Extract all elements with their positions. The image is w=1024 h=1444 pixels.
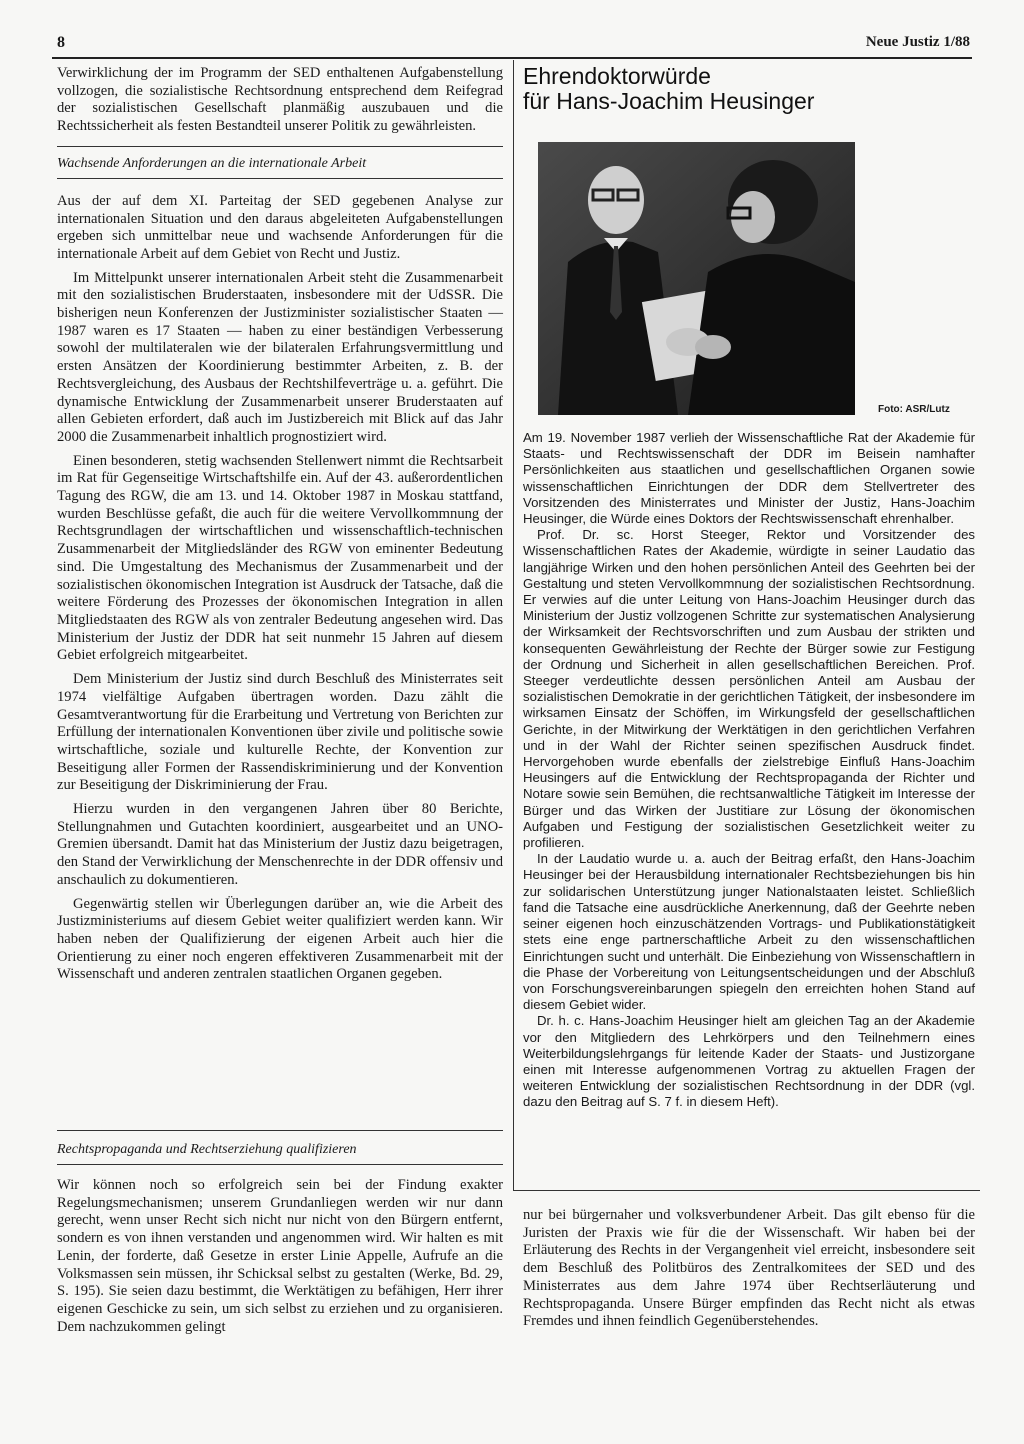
page-number: 8 [57, 34, 65, 51]
box-title-line: für Hans-Joachim Heusinger [523, 88, 815, 114]
section-rule [57, 1130, 503, 1131]
box-title [523, 64, 814, 114]
body-paragraph: Wir können noch so erfolgreich sein bei der Findung exakter Regelungsmechanismen; unserem Grundanliegen werden wir nur dann gerecht, wenn unser Recht sich nicht nur nicht von den Bürgern entfernt, sondern es von ihnen verstanden und angenommen wird. Wir halten es mit Lenin, der forderte, daß Gesetze in erster Linie Appelle, Aufrufe an die Volksmassen sein müssen, ihr Schicksal selbst zu gestalten (Werke, Bd. 29, S. 195). Sie seien dazu bestimmt, die Werktätigen zu befähigen, Herr ihrer eigenen Geschicke zu sein, um sich selbst zu erziehen und zu organisieren. Dem nachzukommen gelingt [57, 1177, 503, 1335]
header-rule [52, 57, 972, 59]
box-paragraph: In der Laudatio wurde u. a. auch der Beitrag erfaßt, den Hans-Joachim Heusinger bei der Herausbildung internationaler Rechtsbeziehungen bis hin zur solidarischen Unterstützung junger Nationalstaaten leistet. Schließlich fand die Tatsache eine ausdrückliche Anerkennung, daß der Geehrte neben seiner eigenen hoch einzuschätzenden Vortrags- und Publikationstätigkeit stets eine enge partnerschaftliche Arbeit zu den wissenschaftlichen Einrichtungen sucht und unterhält. Die Einbeziehung von Wissenschaftlern in die Phase der Vorbereitung von Leitungsentscheidungen und der Abschluß von Forschungsvereinbarungen spiegeln den erreichten hohen Stand auf diesem Gebiet wider. [523, 851, 975, 1013]
left-column-top [57, 65, 503, 984]
section-heading-propaganda: Rechtspropaganda und Rechtserziehung qualifizieren [57, 1142, 357, 1157]
award-photo [538, 142, 855, 415]
body-paragraph: nur bei bürgernaher und volksverbundener Arbeit. Das gilt ebenso für die Juristen der Praxis wie für die der Wissenschaft. Wir haben bei der Erläuterung des Rechts in der Vergangenheit viel erreicht, insbesondere seit dem Beschluß des Politbüros des Zentralkomitees der SED und des Ministerrates aus dem Jahre 1974 über Rechtserläuterung und Rechtspropaganda. Unsere Bürger empfinden das Recht nicht als etwas Fremdes und ihnen feindlich Gegenüberstehendes. [523, 1207, 975, 1330]
left-column-bottom [57, 1130, 503, 1336]
section-heading-international: Wachsende Anforderungen an die internationale Arbeit [57, 155, 367, 171]
body-paragraph: Aus der auf dem XI. Parteitag der SED gegebenen Analyse zur internationalen Situation und den daraus abgeleiteten Aufgabenstellungen ergeben sich unmittelbar neue und wachsende Anforderungen für die internationale Arbeit auf dem Gebiet von Recht und Justiz. [57, 192, 503, 262]
journal-issue: Neue Justiz 1/88 [865, 34, 970, 50]
right-column-bottom [523, 1207, 975, 1331]
award-photo-illustration [538, 142, 855, 415]
body-paragraph: Im Mittelpunkt unserer internationalen Arbeit steht die Zusammenarbeit mit den sozialistischen Bruderstaaten, insbesondere mit der UdSSR. Die bisherigen neun Konferenzen der Justizminister sozialistischer Staaten — 1987 waren es 17 Staaten — haben zu einer beständigen Verbesserung sowohl der multilateralen wie der bilateralen Erfahrungsvermittlung und ersten Ansätzen der Koordinierung bestimmter Arbeiten, z. B. der Rechtsvergleichung, des Ausbaus der Rechtshilfeverträge u. a. geführt. Die dynamische Entwicklung der Zusammenarbeit unserer Bruderstaaten auf allen Gebieten erfordert, daß auch im Justizbereich mit Blick auf das Jahr 2000 die Zusammenarbeit inhaltlich prognostiziert wird. [57, 269, 503, 445]
intro-paragraph: Verwirklichung der im Programm der SED enthaltenen Aufgabenstellung vollzogen, die sozialistische Rechtsordnung entsprechend dem Reifegrad der sozialistischen Gesellschaft planmäßig auszubauen und die Rechtssicherheit als festen Bestandteil unserer Politik zu gewährleisten. [57, 65, 503, 135]
box-title-line: Ehrendoktorwürde [523, 63, 711, 89]
body-paragraph: Dem Ministerium der Justiz sind durch Beschluß des Ministerrates seit 1974 vielfältige Aufgaben übertragen worden. Dazu zählt die Gesamtverantwortung für die Erarbeitung und Vertretung von Berichten zur Erfüllung der internationalen Konventionen über zivile und politische sowie wirtschaftliche, soziale und kulturelle Rechte, der Konvention zur Beseitigung aller Formen der Rassendiskriminierung und der Konvention zur Beseitigung der Diskriminierung der Frau. [57, 671, 503, 794]
photo-credit: Foto: ASR/Lutz [878, 404, 950, 415]
body-paragraph: Hierzu wurden in den vergangenen Jahren über 80 Berichte, Stellungnahmen und Gutachten koordiniert, ausgearbeitet und an UNO-Gremien übersandt. Damit hat das Ministerium der Justiz dazu beigetragen, den Stand der Verwirklichung der Menschenrechte in der DDR offensiv und anschaulich zu dokumentieren. [57, 801, 503, 888]
section-rule [57, 146, 503, 147]
box-paragraph: Prof. Dr. sc. Horst Steeger, Rektor und Vorsitzender des Wissenschaftlichen Rates der Akademie, würdigte in seiner Laudatio das langjährige Wirken und den hohen persönlichen Anteil des Geehrten bei der Gestaltung und steten Vervollkommnung der sozialistischen Rechtsordnung. Er verwies auf die unter Leitung von Hans-Joachim Heusinger durch das Ministerium der Justiz vollzogenen Schritte zur systematischen Analysierung der Wirksamkeit der Rechtsvorschriften und zum Ausbau der strikten und konsequenten Gewährleistung der Rechte der Bürger sowie zur Festigung der Ordnung und Sicherheit in allen gesellschaftlichen Bereichen. Prof. Steeger verdeutlichte dessen persönlichen Anteil am Ausbau der sozialistischen Demokratie in der gerichtlichen Tätigkeit, der insbesondere im wirksamen Einsatz der Schöffen, im Wirkungsfeld der gesellschaftlichen Gerichte, in der Mitwirkung der Werktätigen in den gerichtlichen Verfahren und in der Wahl der Richter seinen spezifischen Ausdruck findet. Hervorgehoben wurde ebenfalls der zielstrebige Einfluß Hans-Joachim Heusingers auf die Entwicklung der Rechtspropaganda der Richter und Notare sowie sein Bemühen, die rechtsanwaltliche Tätigkeit im Interesse der Bürger und das Wirken der Justitiare zur Lösung der ökonomischen Aufgaben und Festigung der sozialistischen Gesetzlichkeit weiter zu profilieren. [523, 527, 975, 851]
body-paragraph: Gegenwärtig stellen wir Überlegungen darüber an, wie die Arbeit des Justizministeriums auf diesem Gebiet weiter qualifiziert werden kann. Wir haben neben der Qualifizierung der eigenen Arbeit auch hier die Orientierung zu einer noch engeren effektiveren Zusammenarbeit mit der Wissenschaft und anderen zentralen staatlichen Organen gegeben. [57, 895, 503, 983]
box-paragraph: Dr. h. c. Hans-Joachim Heusinger hielt am gleichen Tag an der Akademie vor den Mitgliedern des Lehrkörpers und den Teilnehmern eines Weiterbildungslehrgangs für leitende Kader der Staats- und Justizorgane einen mit Interesse aufgenommenen Vortrag zu aktuellen Fragen der weiteren Entwicklung der sozialistischen Rechtsordnung in der DDR (vgl. dazu den Beitrag auf S. 7 f. in diesem Heft). [523, 1013, 975, 1110]
body-paragraph: Einen besonderen, stetig wachsenden Stellenwert nimmt die Rechtsarbeit im Rat für Gegenseitige Wirtschaftshilfe ein. Auf der 43. außerordentlichen Tagung des RGW, die am 13. und 14. Oktober 1987 in Moskau stattfand, wurden Beschlüsse gefaßt, die auch für die weitere Vervollkommnung der Rechtsgrundlagen der wirtschaftlichen und wissenschaftlich-technischen Zusammenarbeit der Mitgliedsländer des RGW von eminenter Bedeutung sind. Die Umgestaltung des Mechanismus der Zusammenarbeit und der sozialistischen ökonomischen Integration ist Ausdruck der Tatsache, daß die weitere Förderung des Prozesses der ökonomischen Integration in allen Mitgliedstaaten des RGW als von zentraler Bedeutung angesehen wird. Das Ministerium der Justiz der DDR hat seit nunmehr 15 Jahren auf diesem Gebiet erfolgreich mitgearbeitet. [57, 452, 503, 664]
box-paragraph: Am 19. November 1987 verlieh der Wissenschaftliche Rat der Akademie für Staats- und Rechtswissenschaft der DDR im Beisein namhafter Persönlichkeiten aus staatlichen und gesellschaftlichen Organen sowie wissenschaftlichen Einrichtungen der DDR dem Stellvertreter des Vorsitzenden des Ministerrates und Minister der Justiz, Hans-Joachim Heusinger, die Würde eines Doktors der Rechtswissenschaft ehrenhalber. [523, 430, 975, 527]
box-article-text [523, 430, 975, 1111]
